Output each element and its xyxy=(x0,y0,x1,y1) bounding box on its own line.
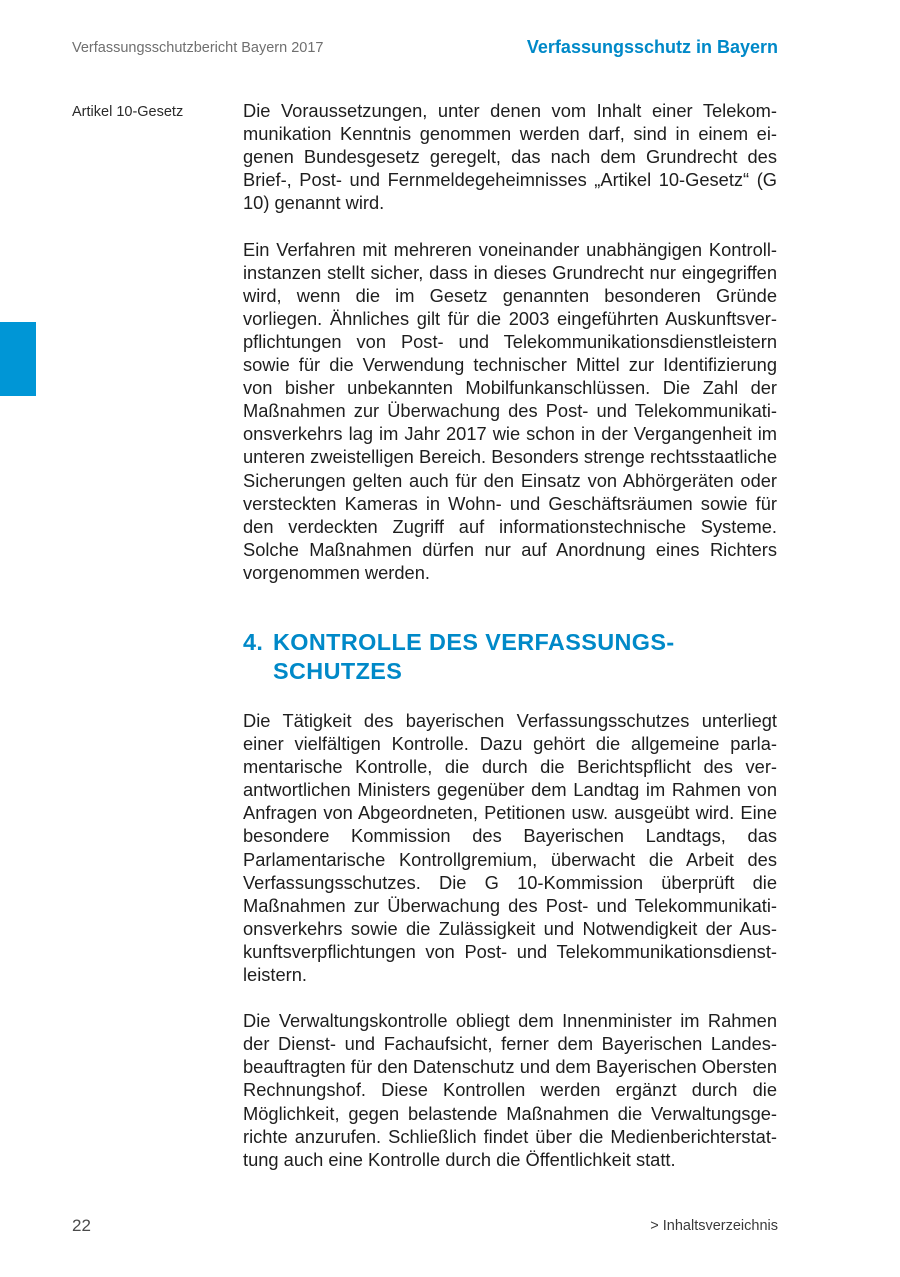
section-paragraph-1: Die Tätigkeit des bayerischen Verfassungsschutzes unterliegt einer vielfältigen Kontrolle. Dazu gehört die allgemeine parlamentarische Kontrolle, die durch die Berichtspflicht des verantwortlichen Ministers gegenüber dem Landtag im Rahmen von Anfragen von Abgeordneten, Petitionen usw. ausgeübt wird. Eine besondere Kommission des Bayerischen Landtags, das Parlamentarische Kontrollgremium, überwacht die Arbeit des Verfassungsschutzes. Die G 10-Kommission überprüft die Maßnahmen zur Überwachung des Post- und Telekommunikationsverkehrs sowie die Zulässigkeit und Notwendigkeit der Auskunftsverpflichtungen von Post- und Telekommunikationsdienstleistern. xyxy=(243,709,777,985)
table-of-contents-link[interactable]: > Inhaltsverzeichnis xyxy=(650,1218,778,1234)
main-content xyxy=(243,99,777,1194)
chapter-title: Verfassungsschutz in Bayern xyxy=(526,37,778,57)
chapter-side-marker xyxy=(0,322,36,396)
section-title-line-2: SCHUTZES xyxy=(273,657,403,684)
intro-paragraph-1: Die Voraussetzungen, unter denen vom Inhalt einer Telekommunikation Kenntnis genommen werden darf, sind in einem eigenen Bundesgesetz geregelt, das nach dem Grundrecht des Brief-, Post- und Fernmeldegeheimnisses „Artikel 10-Gesetz“ (G 10) genannt wird. xyxy=(243,100,777,214)
section-number: 4. xyxy=(243,628,264,655)
intro-paragraph-2: Ein Verfahren mit mehreren voneinander unabhängigen Kontrollinstanzen stellt sicher, dass in dieses Grundrecht nur eingegriffen wird, wenn die im Gesetz genannten besonderen Gründe vorliegen. Ähnliches gilt für die 2003 eingeführten Auskunftsverpflichtungen von Post- und Telekommunikationsdienstleistern sowie für die Verwendung technischer Mittel zur Identifizierung von bisher unbekannten Mobilfunkanschlüssen. Die Zahl der Maßnahmen zur Überwachung des Post- und Telekommunikationsverkehrs lag im Jahr 2017 wie schon in der Vergangenheit im unteren zweistelligen Bereich. Besonders strenge rechtsstaatliche Sicherungen gelten auch für den Einsatz von Abhörgeräten oder versteckten Kameras in Wohn- und Geschäftsräumen sowie für den verdeckten Zugriff auf informationstechnische Systeme. Solche Maßnahmen dürfen nur auf Anordnung eines Richters vorgenommen werden. xyxy=(243,238,777,583)
page-number: 22 xyxy=(72,1216,91,1235)
report-title: Verfassungsschutzbericht Bayern 2017 xyxy=(72,40,324,56)
section-heading xyxy=(243,628,777,686)
section-title-line-1: KONTROLLE DES VERFASSUNGS- xyxy=(273,628,675,655)
section-paragraph-2: Die Verwaltungskontrolle obliegt dem Innenminister im Rahmen der Dienst- und Fachaufsicht, ferner dem Bayerischen Landesbeauftragten für den Datenschutz und dem Bayerischen Obersten Rechnungshof. Diese Kontrollen werden ergänzt durch die Möglichkeit, gegen belastende Maßnahmen die Verwaltungsgerichte anzurufen. Schließlich findet über die Medienberichterstattung auch eine Kontrolle durch die Öffentlichkeit statt. xyxy=(243,1010,777,1170)
margin-note: Artikel 10-Gesetz xyxy=(72,104,184,120)
